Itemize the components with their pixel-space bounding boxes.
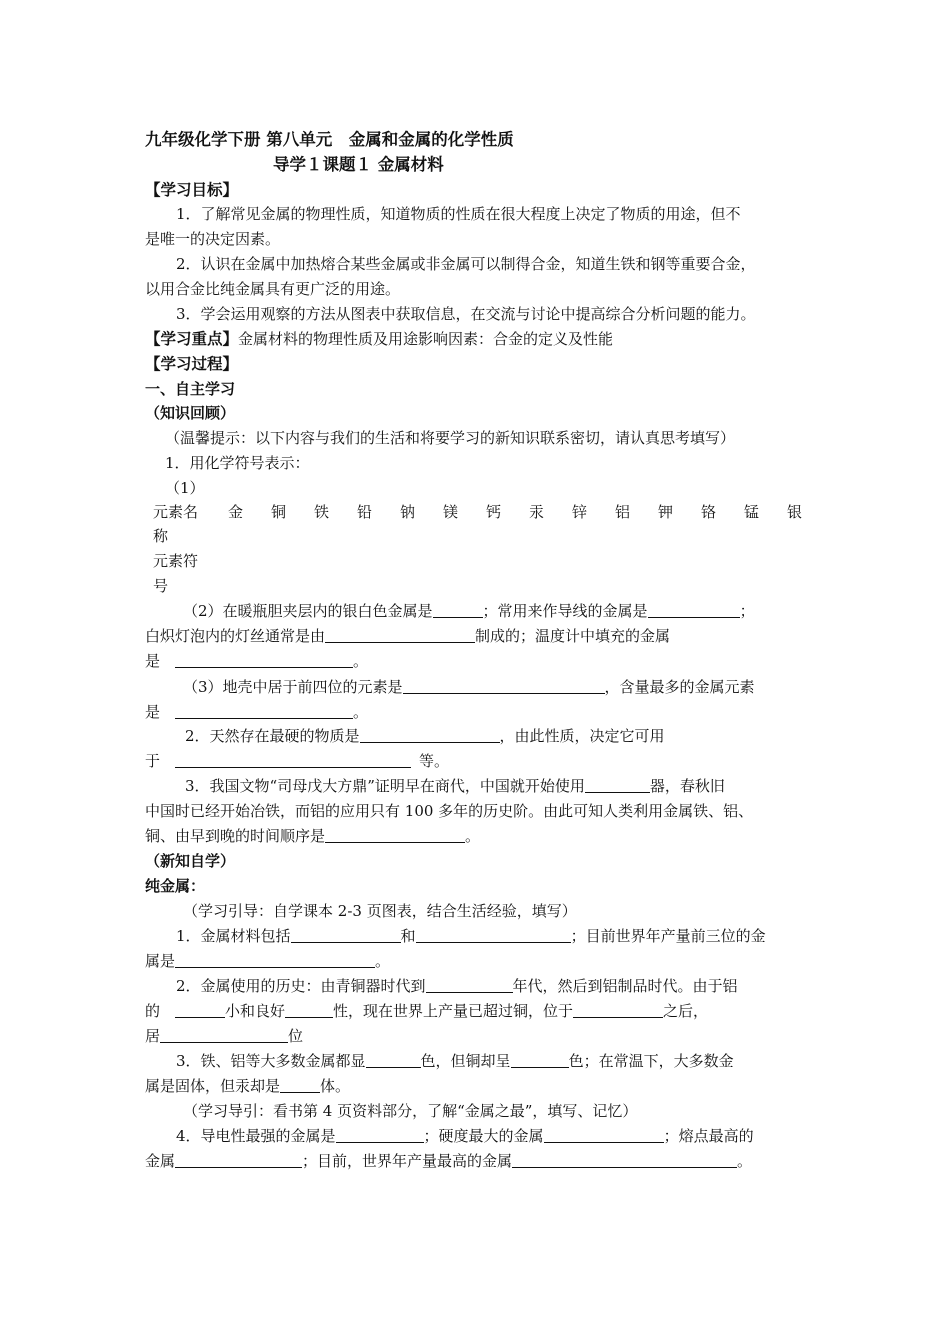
question-1-2-line-2: 白炽灯泡内的灯丝通常是由 制成的；温度计中填充的金属 [145,627,671,645]
element-cell: 铬 [701,503,717,521]
guide-2: （学习导引：看书第 4 页资料部分，了解“金属之最”，填写、记忆） [183,1102,638,1120]
new-4-line-2: 金属 ；目前，世界年产量最高的金属 。 [145,1152,753,1170]
element-cell: 镁 [443,503,459,521]
focus-heading: 【学习重点】 [145,330,239,348]
title-line-2: 导学１课题１ 金属材料 [273,155,444,174]
answer-blank[interactable] [175,952,375,968]
element-cell: 铜 [271,503,287,521]
answer-blank[interactable] [160,1027,288,1043]
guide-1: （学习引导：自学课本 2-3 页图表，结合生活经验，填写） [183,902,577,920]
question-1-3-line-1: （3）地壳中居于前四位的元素是 ，含量最多的金属元素 [183,678,755,696]
new-1-line-2: 属是 。 [145,952,391,970]
answer-blank[interactable] [175,1002,225,1018]
answer-blank[interactable] [366,1052,421,1068]
answer-blank[interactable] [648,602,740,618]
answer-blank[interactable] [416,927,571,943]
answer-blank[interactable] [285,1002,333,1018]
row-label-symbol-cont: 号 [153,577,169,595]
answer-blank[interactable] [175,752,411,768]
question-1-sub: （1） [165,479,205,497]
goal-2-line-2: 以用合金比纯金属具有更广泛的用途。 [145,280,401,298]
answer-blank[interactable] [573,1002,663,1018]
question-3-line-2: 中国时已经开始冶铁，而铝的应用只有 100 多年的历史阶。由此可知人类利用金属铁、铝、 [145,802,754,820]
new-3-line-2: 属是固体，但汞却是 体。 [145,1077,351,1095]
element-cell: 金 [228,503,244,521]
element-name-row [153,501,813,523]
answer-blank[interactable] [336,1127,424,1143]
new-knowledge-heading: （新知自学） [145,852,236,870]
question-1-2-line-1: （2）在暖瓶胆夹层内的银白色金属是 ；常用来作导线的金属是 ； [183,602,755,620]
element-cell: 钙 [486,503,502,521]
new-2-line-1: 2．金属使用的历史：由青铜器时代到 年代，然后到铝制品时代。由于铝 [176,977,738,995]
new-2-line-3: 居 位 [145,1027,304,1045]
row-label-name-cont: 称 [153,527,169,545]
answer-blank[interactable] [291,927,401,943]
row-label-symbol: 元素符 [153,552,199,570]
answer-blank[interactable] [433,602,483,618]
answer-blank[interactable] [360,727,500,743]
element-cell: 钠 [400,503,416,521]
answer-blank[interactable] [512,1152,737,1168]
section-1-heading: 一、自主学习 [145,380,236,398]
new-2-line-2: 的 小和良好 性，现在世界上产量已超过铜，位于 之后， [145,1002,709,1020]
question-2-line-1: 2．天然存在最硬的物质是 ，由此性质，决定它可用 [185,727,665,745]
answer-blank[interactable] [511,1052,569,1068]
element-cell: 汞 [529,503,545,521]
answer-blank[interactable] [325,827,465,843]
answer-blank[interactable] [403,678,605,694]
answer-blank[interactable] [175,1152,302,1168]
goal-1-line-1: 1．了解常见金属的物理性质，知道物质的性质在很大程度上决定了物质的用途，但不 [176,205,741,223]
element-cell: 银 [787,503,803,521]
new-4-line-1: 4．导电性最强的金属是 ；硬度最大的金属 ；熔点最高的 [176,1127,754,1145]
focus-text: 金属材料的物理性质及用途影响因素：合金的定义及性能 [238,330,614,348]
answer-blank[interactable] [280,1077,320,1093]
element-cell: 锰 [744,503,760,521]
goal-3: 3．学会运用观察的方法从图表中获取信息，在交流与讨论中提高综合分析问题的能力。 [176,305,756,323]
question-1: 1．用化学符号表示： [165,454,310,472]
row-label-name: 元素名 [153,503,199,521]
answer-blank[interactable] [426,977,513,993]
pure-metal-heading: 纯金属： [145,877,206,895]
element-cell: 钾 [658,503,674,521]
review-heading: （知识回顾） [145,404,236,422]
answer-blank[interactable] [585,777,650,793]
question-3-line-1: 3．我国文物“司母戊大方鼎”证明早在商代，中国就开始使用 器，春秋旧 [185,777,725,795]
title-line-1: 九年级化学下册 第八单元 金属和金属的化学性质 [145,130,514,149]
element-cell: 铅 [357,503,373,521]
goal-2-line-1: 2．认识在金属中加热熔合某些金属或非金属可以制得合金，知道生铁和钢等重要合金， [176,255,756,273]
element-cell: 锌 [572,503,588,521]
element-cell: 铁 [314,503,330,521]
answer-blank[interactable] [325,627,475,643]
answer-blank[interactable] [175,652,353,668]
answer-blank[interactable] [544,1127,664,1143]
question-2-line-2: 于 等。 [145,752,450,770]
focus-line [145,329,613,349]
question-1-3-line-2: 是 。 [145,703,369,721]
element-cell: 铝 [615,503,631,521]
question-1-2-line-3: 是 。 [145,652,369,670]
new-1-line-1: 1．金属材料包括 和 ；目前世界年产量前三位的金 [176,927,766,945]
answer-blank[interactable] [175,703,353,719]
goal-1-line-2: 是唯一的决定因素。 [145,230,281,248]
question-3-line-3: 铜、由早到晚的时间顺序是 。 [145,827,481,845]
new-3-line-1: 3．铁、铝等大多数金属都显 色，但铜却呈 色；在常温下，大多数金 [176,1052,734,1070]
tip-text: （温馨提示：以下内容与我们的生活和将要学习的新知识联系密切，请认真思考填写） [165,429,736,447]
process-heading: 【学习过程】 [145,355,239,373]
goals-heading: 【学习目标】 [145,181,239,199]
